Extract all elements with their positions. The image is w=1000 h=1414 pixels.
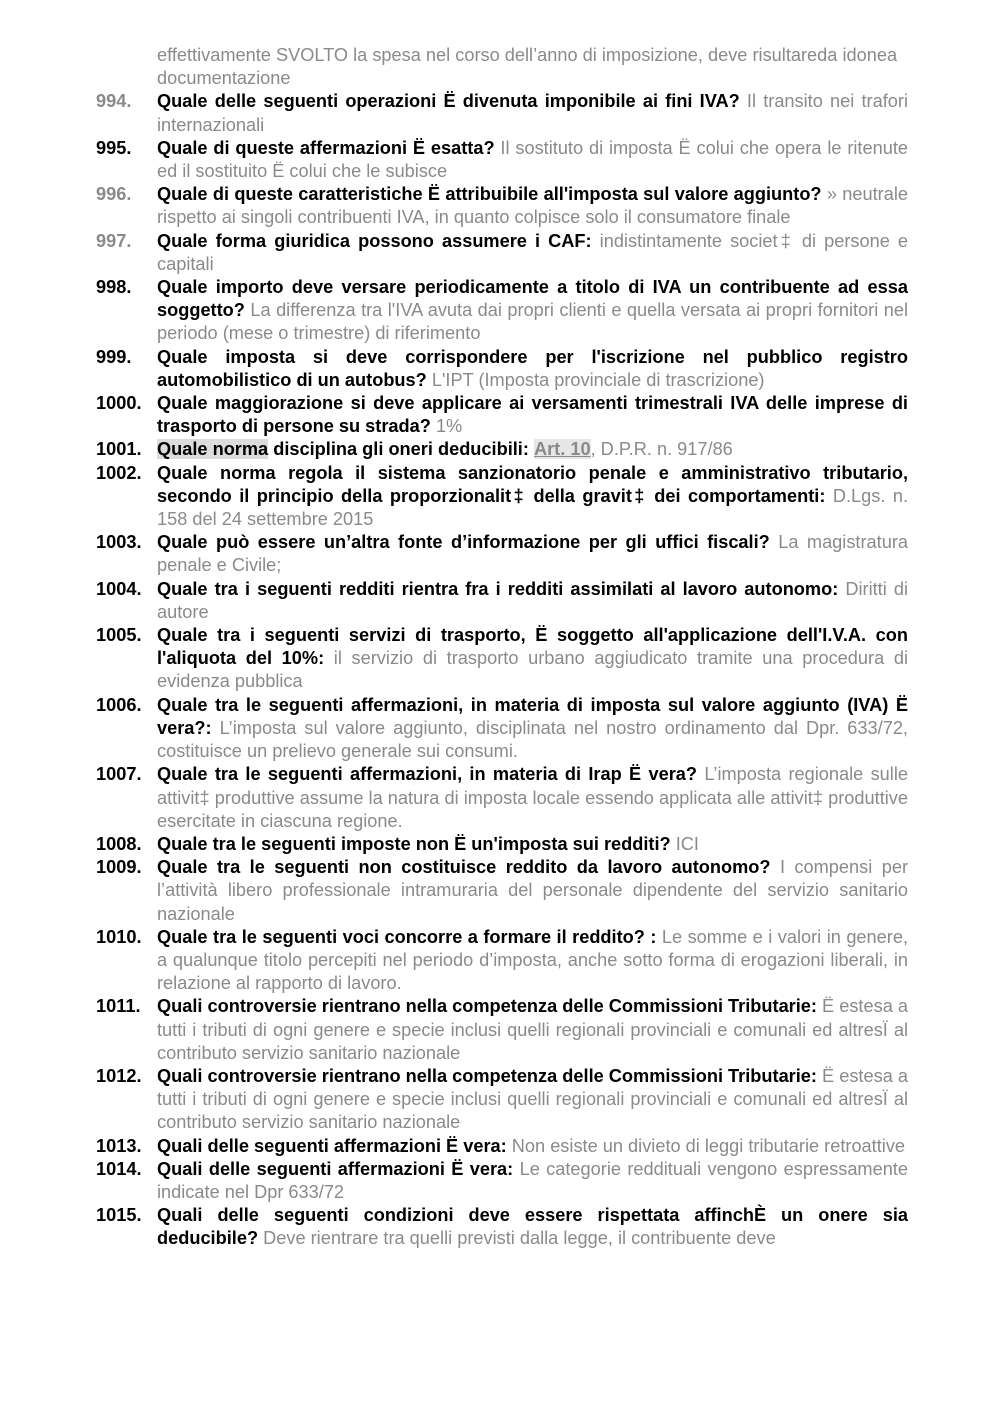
- question-text: Quale importo deve versare periodicamente a titolo di IVA un contribuente ad essa soggetto?: [157, 277, 908, 321]
- answer-text: L’imposta regionale sulle attivit‡ produttive assume la natura di imposta locale essendo applicata alle attivit‡ produttive esercitate in ciascuna regione.: [157, 764, 908, 831]
- list-item: [96, 90, 908, 136]
- list-item: [96, 438, 908, 461]
- item-number: 1013.: [96, 1135, 142, 1156]
- question-text: Quale imposta si deve corrispondere per l'iscrizione nel pubblico registro automobilistico di un autobus?: [157, 346, 908, 390]
- list-item: [96, 276, 908, 346]
- answer-text: Le categorie reddituali vengono espressamente indicate nel Dpr 633/72: [157, 1158, 908, 1202]
- list-item: [96, 694, 908, 764]
- answer-text: Diritti di autore: [157, 578, 909, 622]
- list-item: [96, 856, 908, 926]
- question-text: Quale può essere un’altra fonte d’informazione per gli uffici fiscali?: [157, 532, 770, 553]
- item-number: 1002.: [96, 462, 142, 483]
- question-text: Quale di queste affermazioni Ë esatta?: [157, 137, 495, 158]
- answer-text: L’imposta sul valore aggiunto, disciplinata nel nostro ordinamento dal Dpr. 633/72, costituisce un prelievo generale sui consumi.: [157, 717, 908, 762]
- item-number: 1014.: [96, 1158, 142, 1179]
- question-text: Quale delle seguenti operazioni Ë divenuta imponibile ai fini IVA?: [157, 91, 740, 112]
- answer-text: Il transito nei trafori internazionali: [157, 91, 908, 135]
- list-item: [96, 1065, 908, 1135]
- item-number: 1006.: [96, 694, 142, 715]
- answer-text: La differenza tra l'IVA avuta dai propri clienti e quella versata ai propri fornitori nel periodo (mese o trimestre) di riferimento: [157, 300, 908, 344]
- item-number: 1001.: [96, 439, 142, 460]
- question-text: Quali controversie rientrano nella competenza delle Commissioni Tributarie:: [157, 1065, 817, 1086]
- answer-text: Il sostituto di imposta Ë colui che opera le ritenute ed il sostituito Ë colui che le subisce: [157, 137, 908, 182]
- answer-text: Ë estesa a tutti i tributi di ogni genere e specie inclusi quelli regionali provinciali e comunali ed altresÏ al contributo servizio sanitario nazionale: [157, 1065, 908, 1133]
- item-number: 1005.: [96, 625, 142, 646]
- question-text: Quale tra le seguenti affermazioni, in materia di Irap Ë vera?: [157, 764, 698, 785]
- item-number: 1015.: [96, 1205, 142, 1226]
- answer-text: I compensi per l’attività libero professionale intramuraria del personale dipendente del servizio sanitario nazionale: [157, 857, 909, 924]
- question-text: Quale tra i seguenti redditi rientra fra i redditi assimilati al lavoro autonomo:: [157, 578, 839, 599]
- list-item: [96, 531, 908, 577]
- item-number: 1010.: [96, 926, 142, 947]
- list-item: [96, 392, 908, 438]
- answer-text: Ë estesa a tutti i tributi di ogni genere e specie inclusi quelli regionali provinciali e comunali ed altresÏ al contributo servizio sanitario nazionale: [157, 996, 908, 1063]
- item-number: 995.: [96, 137, 132, 158]
- answer-text: L'IPT (Imposta provinciale di trascrizione): [426, 369, 765, 390]
- item-number: 1004.: [96, 578, 142, 599]
- list-item: [96, 462, 908, 532]
- list-item: [96, 1135, 908, 1158]
- answer-text: 1%: [430, 416, 463, 437]
- answer-text: La magistratura penale e Civile;: [157, 532, 908, 576]
- item-number: 994.: [96, 91, 132, 112]
- item-number: 1011.: [96, 996, 141, 1017]
- answer-text: , D.P.R. n. 917/86: [590, 439, 733, 460]
- question-text: Quali controversie rientrano nella competenza delle Commissioni Tributarie:: [157, 996, 817, 1017]
- article-link[interactable]: Art. 10: [533, 439, 591, 460]
- question-text: Quale norma regola il sistema sanzionatorio penale e amministrativo tributario, secondo il principio della proporzionalit‡ della gravit‡ dei comportamenti:: [157, 462, 908, 506]
- item-number: 1000.: [96, 393, 142, 414]
- list-item: [96, 624, 908, 694]
- item-number: 1003.: [96, 532, 142, 553]
- question-text: Quale tra le seguenti non costituisce reddito da lavoro autonomo?: [157, 857, 771, 878]
- list-item: [96, 763, 908, 833]
- question-text: Quale tra le seguenti voci concorre a formare il reddito? :: [157, 926, 657, 947]
- list-item: [96, 578, 908, 624]
- question-text: Quali delle seguenti affermazioni Ë vera:: [157, 1158, 514, 1179]
- list-item: [96, 1204, 908, 1250]
- question-text: Quali delle seguenti affermazioni Ë vera:: [157, 1135, 507, 1156]
- question-text: Quale di queste caratteristiche Ë attribuibile all'imposta sul valore aggiunto?: [157, 184, 822, 205]
- answer-text: il servizio di trasporto urbano aggiudicato tramite una procedura di evidenza pubblica: [157, 648, 908, 692]
- answer-text: Le somme e i valori in genere, a qualunque titolo percepiti nel periodo d’imposta, anche sotto forma di erogazioni liberali, in relazione al rapporto di lavoro.: [157, 926, 908, 994]
- question-text: Quale tra le seguenti imposte non Ë un'imposta sui redditi?: [157, 833, 671, 854]
- highlighted-question-text: Quale norma: [157, 439, 269, 460]
- question-text: disciplina gli oneri deducibili:: [268, 439, 529, 460]
- item-number: 996.: [96, 184, 132, 205]
- answer-text: D.Lgs. n. 158 del 24 settembre 2015: [157, 485, 908, 530]
- continuation-text: effettivamente SVOLTO la spesa nel corso dell’anno di imposizione, deve risultareda idonea documentazione: [157, 45, 898, 89]
- question-text: Quale forma giuridica possono assumere i CAF:: [157, 230, 592, 251]
- item-number: 1008.: [96, 833, 142, 854]
- question-text: Quale tra le seguenti affermazioni, in materia di imposta sul valore aggiunto (IVA) Ë vera?:: [157, 694, 908, 738]
- list-item: [96, 926, 908, 996]
- list-item: [96, 346, 908, 392]
- list-item: [96, 995, 908, 1065]
- question-text: Quale maggiorazione si deve applicare ai versamenti trimestrali IVA delle imprese di trasporto di persone su strada?: [157, 393, 908, 437]
- answer-text: Deve rientrare tra quelli previsti dalla legge, il contribuente deve: [258, 1228, 776, 1249]
- answer-text: Non esiste un divieto di leggi tributarie retroattive: [506, 1135, 906, 1156]
- list-item: [96, 1158, 908, 1204]
- answer-text: ICI: [670, 833, 699, 854]
- item-number: 997.: [96, 230, 132, 251]
- list-item: [96, 230, 908, 276]
- item-number: 999.: [96, 346, 132, 367]
- answer-text: indistintamente societ‡ di persone e capitali: [157, 230, 909, 274]
- question-text: Quale tra i seguenti servizi di trasporto, Ë soggetto all'applicazione dell'I.V.A. con l'aliquota del 10%:: [157, 625, 908, 669]
- list-item: [96, 137, 908, 183]
- question-text: Quali delle seguenti condizioni deve essere rispettata affinchÈ un onere sia deducibile?: [157, 1205, 908, 1249]
- answer-text: » neutrale rispetto ai singoli contribuenti IVA, in quanto colpisce solo il consumatore finale: [157, 184, 908, 228]
- list-item: [96, 833, 908, 856]
- item-number: 1009.: [96, 857, 142, 878]
- item-number: 1007.: [96, 764, 142, 785]
- item-number: 998.: [96, 277, 132, 298]
- document-page: [96, 44, 908, 1251]
- list-item: [96, 183, 908, 229]
- item-number: 1012.: [96, 1065, 142, 1086]
